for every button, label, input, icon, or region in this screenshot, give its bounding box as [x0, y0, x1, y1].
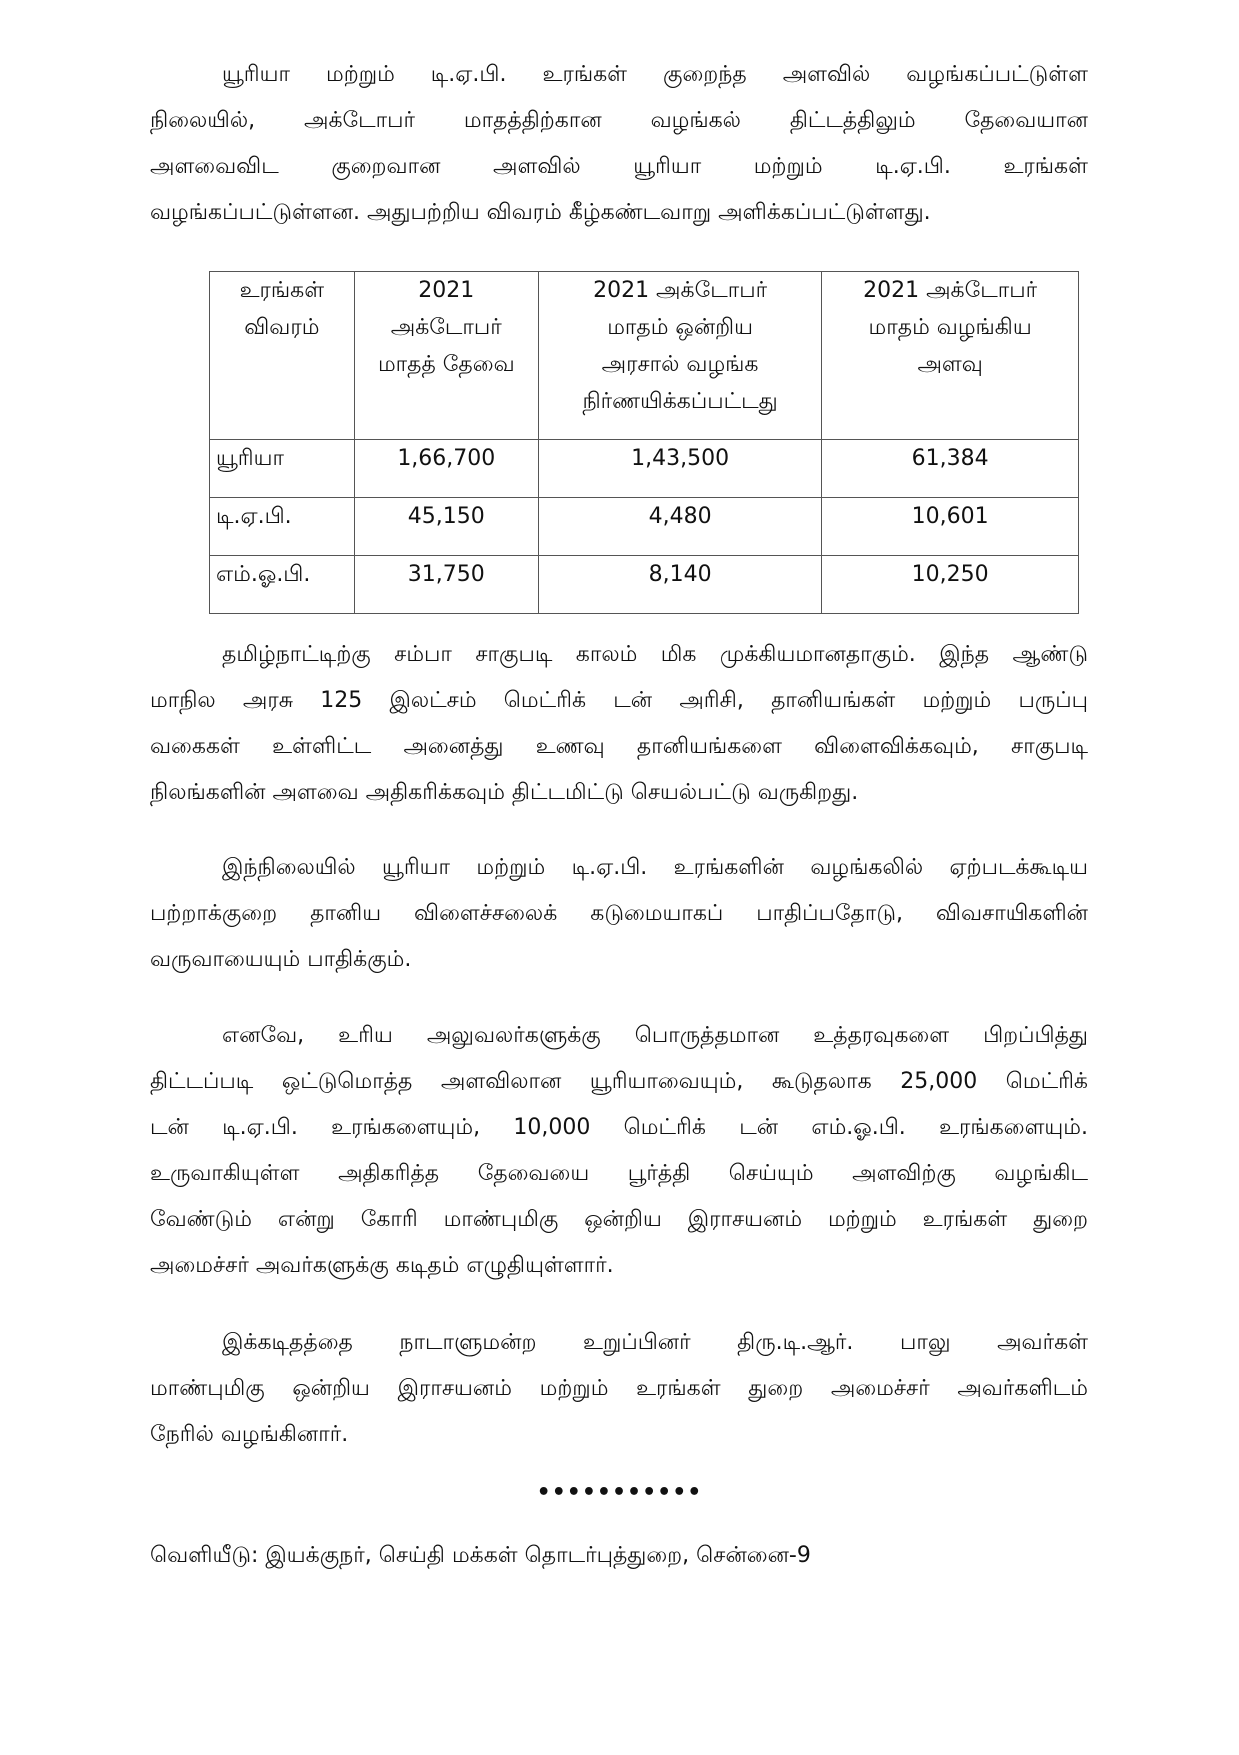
paragraph-fertilizer-supply — [150, 52, 1088, 236]
text-line: இந்நிலையில் யூரியா மற்றும் டி.ஏ.பி. உரங்களின் வழங்கலில் ஏற்படக்கூடிய — [222, 855, 1088, 880]
cell-supplied: 10,601 — [822, 498, 1079, 556]
header-text: 2021 — [418, 278, 475, 303]
header-text: அக்டோபர் — [390, 315, 502, 340]
header-cell-fertilizer — [210, 272, 355, 440]
text-line: அளவைவிட குறைவான அளவில் யூரியா மற்றும் டி.ஏ.பி. உரங்கள் — [150, 154, 1088, 179]
header-text: உரங்கள் — [239, 278, 325, 303]
paragraph-shortage-impact — [150, 845, 1088, 983]
cell-fertilizer-name: யூரியா — [210, 440, 355, 498]
text-line: நிலங்களின் அளவை அதிகரிக்கவும் திட்டமிட்டு செயல்பட்டு வருகிறது. — [150, 780, 859, 805]
table-header-row — [210, 272, 1079, 440]
table-row — [210, 498, 1079, 556]
header-text: நிர்ணயிக்கப்பட்டது — [582, 389, 778, 414]
table-row — [210, 556, 1079, 614]
cell-allocated: 8,140 — [538, 556, 821, 614]
text-line: வகைகள் உள்ளிட்ட அனைத்து உணவு தானியங்களை விளைவிக்கவும், சாகுபடி — [150, 734, 1088, 759]
text-line: வேண்டும் என்று கோரி மாண்புமிகு ஒன்றிய இராசயனம் மற்றும் உரங்கள் துறை — [150, 1207, 1088, 1232]
cell-allocated: 1,43,500 — [538, 440, 821, 498]
header-text: 2021 அக்டோபர் — [593, 278, 768, 303]
cell-allocated: 4,480 — [538, 498, 821, 556]
header-text: மாதம் வழங்கிய — [868, 315, 1032, 340]
header-text: 2021 அக்டோபர் — [863, 278, 1038, 303]
separator-dots: ••••••••••• — [536, 1480, 703, 1505]
text-line: திட்டப்படி ஒட்டுமொத்த அளவிலான யூரியாவையும், கூடுதலாக 25,000 மெட்ரிக் — [150, 1069, 1088, 1094]
fertilizer-table — [209, 271, 1079, 614]
text-line: வருவாயையும் பாதிக்கும். — [150, 947, 412, 972]
text-line: எனவே, உரிய அலுவலர்களுக்கு பொருத்தமான உத்தரவுகளை பிறப்பித்து — [222, 1023, 1088, 1048]
cell-fertilizer-name: டி.ஏ.பி. — [210, 498, 355, 556]
header-text: அரசால் வழங்க — [601, 352, 759, 377]
cell-supplied: 10,250 — [822, 556, 1079, 614]
text-line: நேரில் வழங்கினார். — [150, 1422, 349, 1447]
header-text: அளவு — [917, 352, 983, 377]
text-line: தமிழ்நாட்டிற்கு சம்பா சாகுபடி காலம் மிக முக்கியமானதாகும். இந்த ஆண்டு — [222, 642, 1088, 667]
header-text: விவரம் — [244, 315, 320, 340]
text-line: இக்கடிதத்தை நாடாளுமன்ற உறுப்பினர் திரு.டி.ஆர். பாலு அவர்கள் — [222, 1330, 1088, 1355]
text-line: மாண்புமிகு ஒன்றிய இராசயனம் மற்றும் உரங்கள் துறை அமைச்சர் அவர்களிடம் — [150, 1376, 1088, 1401]
text-line: நிலையில், அக்டோபர் மாதத்திற்கான வழங்கல் திட்டத்திலும் தேவையான — [150, 108, 1088, 133]
cell-demand: 1,66,700 — [354, 440, 538, 498]
cell-fertilizer-name: எம்.ஓ.பி. — [210, 556, 355, 614]
text-line: யூரியா மற்றும் டி.ஏ.பி. உரங்கள் குறைந்த அளவில் வழங்கப்பட்டுள்ள — [222, 62, 1088, 87]
header-text: மாதம் ஒன்றிய — [607, 315, 753, 340]
header-cell-allocated — [538, 272, 821, 440]
text-line: பற்றாக்குறை தானிய விளைச்சலைக் கடுமையாகப் பாதிப்பதோடு, விவசாயிகளின் — [150, 901, 1088, 926]
header-text: மாதத் தேவை — [377, 352, 515, 377]
text-line: மாநில அரசு 125 இலட்சம் மெட்ரிக் டன் அரிசி, தானியங்கள் மற்றும் பருப்பு — [150, 688, 1088, 713]
paragraph-samba-season — [150, 632, 1088, 816]
cell-demand: 31,750 — [354, 556, 538, 614]
release-footer: வெளியீடு: இயக்குநர், செய்தி மக்கள் தொடர்புத்துறை, சென்னை-9 — [150, 1543, 811, 1568]
header-cell-demand — [354, 272, 538, 440]
paragraph-letter-handed — [150, 1320, 1088, 1458]
table-row — [210, 440, 1079, 498]
text-line: உருவாகியுள்ள அதிகரித்த தேவையை பூர்த்தி செய்யும் அளவிற்கு வழங்கிட — [150, 1161, 1088, 1186]
text-line: வழங்கப்பட்டுள்ளன. அதுபற்றிய விவரம் கீழ்கண்டவாறு அளிக்கப்பட்டுள்ளது. — [150, 200, 931, 225]
cell-supplied: 61,384 — [822, 440, 1079, 498]
text-line: டன் டி.ஏ.பி. உரங்களையும், 10,000 மெட்ரிக் டன் எம்.ஓ.பி. உரங்களையும். — [150, 1115, 1088, 1140]
paragraph-request-letter — [150, 1013, 1088, 1289]
cell-demand: 45,150 — [354, 498, 538, 556]
text-line: அமைச்சர் அவர்களுக்கு கடிதம் எழுதியுள்ளார். — [150, 1253, 614, 1278]
header-cell-supplied — [822, 272, 1079, 440]
